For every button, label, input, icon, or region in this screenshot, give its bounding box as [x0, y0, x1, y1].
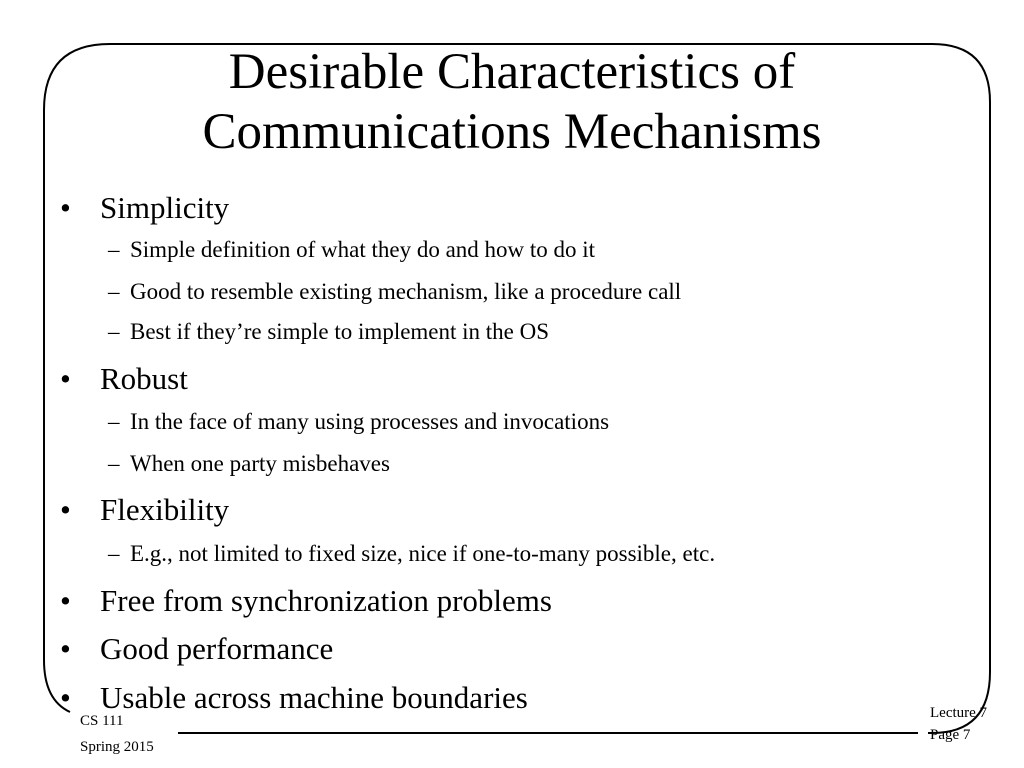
bullet-mark: •	[60, 361, 71, 396]
bullet-mark: •	[60, 680, 71, 715]
sub-bullet-mark: –	[108, 319, 120, 344]
bullet-item	[60, 190, 229, 226]
sub-bullet-item	[108, 450, 390, 478]
bullet-mark: •	[60, 190, 71, 225]
footer-page: Page 7	[930, 727, 971, 743]
sub-bullet-item	[108, 318, 550, 346]
bullet-text: Simplicity	[100, 190, 230, 225]
sub-bullet-text: E.g., not limited to fixed size, nice if one-to-many possible, etc.	[130, 541, 716, 566]
footer-page-info	[930, 703, 987, 745]
sub-bullet-item	[108, 408, 610, 436]
bullet-item	[60, 492, 229, 528]
sub-bullet-item	[108, 540, 716, 568]
bullet-text: Robust	[100, 361, 188, 396]
bullet-mark: •	[60, 492, 71, 527]
bullet-mark: •	[60, 583, 71, 618]
sub-bullet-mark: –	[108, 451, 120, 476]
sub-bullet-text: Best if they’re simple to implement in the OS	[130, 319, 550, 344]
bullet-item	[60, 361, 188, 397]
sub-bullet-item	[108, 278, 682, 306]
slide-title-line-2: Communications Mechanisms	[202, 104, 822, 160]
bullet-item	[60, 583, 552, 619]
sub-bullet-mark: –	[108, 409, 120, 434]
footer-term: Spring 2015	[80, 739, 154, 755]
bullet-mark: •	[60, 631, 71, 666]
sub-bullet-text: Good to resemble existing mechanism, like a procedure call	[130, 279, 682, 304]
slide-title-line-1: Desirable Characteristics of	[228, 44, 796, 100]
sub-bullet-text: Simple definition of what they do and how to do it	[130, 237, 596, 262]
bullet-item	[60, 631, 333, 667]
sub-bullet-mark: –	[108, 279, 120, 304]
bullet-text: Flexibility	[100, 492, 230, 527]
footer-course-info	[80, 711, 154, 757]
sub-bullet-text: When one party misbehaves	[130, 451, 390, 476]
sub-bullet-item	[108, 236, 596, 264]
sub-bullet-mark: –	[108, 541, 120, 566]
footer-lecture: Lecture 7	[930, 705, 988, 721]
bullet-text: Free from synchronization problems	[100, 583, 552, 618]
sub-bullet-text: In the face of many using processes and invocations	[130, 409, 610, 434]
sub-bullet-mark: –	[108, 237, 120, 262]
bullet-text: Good performance	[100, 631, 334, 666]
footer-course: CS 111	[80, 713, 124, 729]
bullet-text: Usable across machine boundaries	[100, 680, 528, 715]
